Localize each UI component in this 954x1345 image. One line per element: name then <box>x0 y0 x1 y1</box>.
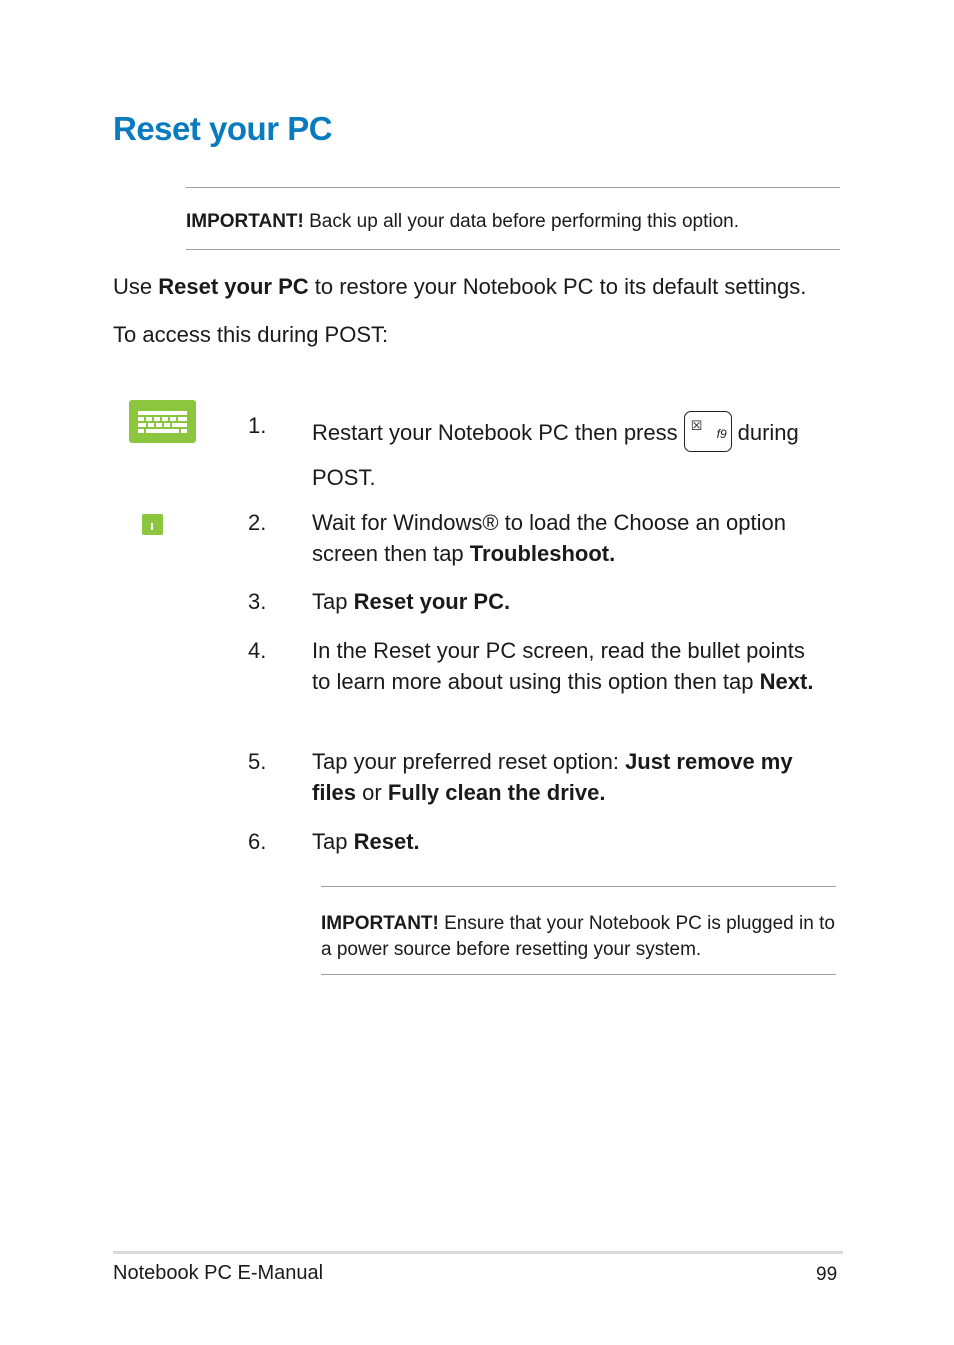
divider <box>321 886 836 887</box>
f9-key-icon: f9 ☒ <box>684 411 732 452</box>
footer-manual-title: Notebook PC E-Manual <box>113 1262 324 1284</box>
intro-paragraph: Use Reset your PC to restore your Notebook PC to its default settings. <box>113 274 807 299</box>
step-number: 6. <box>248 829 267 854</box>
step-number: 2. <box>248 510 267 535</box>
important-text: Ensure that your Notebook PC is plugged in to a power source before resetting your system. <box>321 913 835 960</box>
keyboard-icon <box>129 400 196 443</box>
divider <box>186 187 840 188</box>
step-text: Tap your preferred reset option: Just remove my files or Fully clean the drive. <box>312 749 793 805</box>
divider <box>186 249 840 250</box>
footer-divider <box>113 1251 843 1254</box>
important-note <box>186 209 846 235</box>
step-text: Restart your Notebook PC then press f9 ☒ during POST. <box>312 410 832 500</box>
touch-icon <box>142 514 163 535</box>
important-label: IMPORTANT! <box>186 211 304 232</box>
step-text: Tap Reset. <box>312 829 420 854</box>
important-note <box>321 911 841 963</box>
page-number: 99 <box>816 1264 838 1285</box>
step-number: 3. <box>248 589 267 614</box>
important-text: Back up all your data before performing this option. <box>303 211 739 232</box>
step-number: 4. <box>248 638 267 663</box>
access-paragraph: To access this during POST: <box>113 322 389 347</box>
step-number: 1. <box>248 413 267 438</box>
step-text: Wait for Windows® to load the Choose an option screen then tap Troubleshoot. <box>312 510 786 566</box>
important-label: IMPORTANT! <box>321 913 439 934</box>
step-number: 5. <box>248 749 267 774</box>
page-title: Reset your PC <box>113 110 333 147</box>
divider <box>321 974 836 975</box>
intro-bold: Reset your PC <box>158 274 309 299</box>
step-text: In the Reset your PC screen, read the bullet points to learn more about using this option then tap Next. <box>312 638 814 694</box>
step-text: Tap Reset your PC. <box>312 589 511 614</box>
